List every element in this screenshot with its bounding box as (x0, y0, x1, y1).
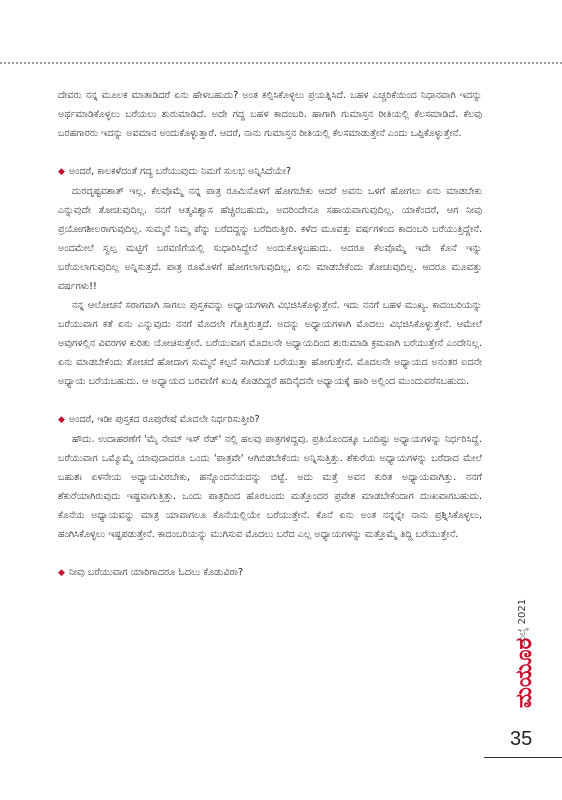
magazine-brand-text: ಮಯೂರ (512, 637, 537, 708)
diamond-bullet-icon: ◆ (58, 568, 65, 578)
answer-2-paragraph-1: ಹೌದು. ಉದಾಹರಣೆಗೆ 'ಮೈ ನೇಮ್ ಇಸ್ ರೆಡ್' ನಲ್ಲಿ ಹಲವು ಪಾತ್ರಗಳಿದ್ದವು. ಪ್ರತಿಯೊಂದಕ್ಕೂ ಒಂದಿಷ್ಟು ಅಧ್ಯಾಯಗಳನ್ನು ನಿರ್ಧರಿಸಿದ್ದೆ. ಬರೆಯುವಾಗ ಒಮ್ಮೊಮ್ಮೆ ಯಾವುದಾದರೂ ಒಂದು 'ಪಾತ್ರವೇ' ಆಗಿಬಿಡಬೇಕೆಂದು ಅನ್ನಿಸುತ್ತಿತ್ತು. ಶೆಕುರೆಯ ಅಧ್ಯಾಯಗಳನ್ನು ಬರೆದಾದ ಮೇಲೆ ಬಹುಶಃ ಏಳನೇಯ ಅಧ್ಯಾಯವಿರಬೇಕು, ಹನ್ನೊಂದನೆಯದನ್ನು ಬಿಟ್ಟೆ. ಅದು ಮತ್ತೆ ಅವನ ಕುರಿತ ಅಧ್ಯಾಯವಾಗಿತ್ತು. ನನಗೆ ಶೆಕುರೆಯಾಗಿರುವುದು ಇಷ್ಟವಾಗುತ್ತಿತ್ತು. ಒಂದು ಪಾತ್ರದಿಂದ ಹೊರಬಂದು ಮತ್ತೊಂದರ ಪ್ರವೇಶ ಮಾಡಬೇಕೆಂದಾಗ ದುಃಖವಾಗಬಹುದು. ಕೊನೆಯ ಅಧ್ಯಾಯವನ್ನು ಮಾತ್ರ ಯಾವಾಗಲೂ ಕೊನೆಯಲ್ಲಿಯೇ ಬರೆಯುತ್ತೇನೆ. ಕೊನೆ ಏನು ಅಂತ ನನ್ನನ್ನೇ ನಾನು ಪ್ರಶ್ನಿಸಿಕೊಳ್ಳಲು, ಹಂಗಿಸಿಕೊಳ್ಳಲು ಇಷ್ಟಪಡುತ್ತೇನೆ. ಕಾದಂಬರಿಯನ್ನು ಮುಗಿಸುವ ಮೊದಲು ಬರೆದ ಎಲ್ಲ ಅಧ್ಯಾಯಗಳನ್ನು ಮತ್ತೊಮ್ಮೆ ತಿದ್ದಿ ಬರೆಯುತ್ತೇನೆ. (58, 434, 482, 540)
question-1 (58, 162, 482, 182)
top-dotted-rule (0, 62, 562, 64)
diamond-bullet-icon: ◆ (58, 415, 65, 425)
answer-1-paragraph-2: ನನ್ನ ಆಲೋಚನೆ ಸರಾಗವಾಗಿ ಸಾಗಲು ಪುಸ್ತಕವನ್ನು ಅಧ್ಯಾಯಗಳಾಗಿ ವಿಭಜಿಸಿಕೊಳ್ಳುತ್ತೇನೆ. ಇದು ನನಗೆ ಬಹಳ ಮುಖ್ಯ. ಕಾದಂಬರಿಯನ್ನು ಬರೆಯುವಾಗ ಕತೆ ಏನು ಎನ್ನುವುದು ನನಗೆ ಮೊದಲೇ ಗೊತ್ತಿರುತ್ತದೆ. ಅದನ್ನು ಅಧ್ಯಾಯಗಳಾಗಿ ಮೊದಲು ವಿಭಜಿಸಿಕೊಳ್ಳುತ್ತೇನೆ. ಆಮೇಲೆ ಅವುಗಳಲ್ಲಿನ ವಿವರಗಳ ಕುರಿತು ಯೋಚಿಸುತ್ತೇನೆ. ಬರೆಯುವಾಗ ಮೊದಲನೇ ಅಧ್ಯಾಯದಿಂದ ಶುರುಮಾಡಿ ಕ್ರಮವಾಗಿ ಬರೆಯುತ್ತೇನೆ ಎಂದೇನಿಲ್ಲ. ಏನು ಮಾಡಬೇಕೆಂದು ತೋಚದೆ ಹೋದಾಗ ಸುಮ್ಮನೆ ಕಲ್ಪನೆ ಸಾಗಿದಂತೆ ಬರೆಯುತ್ತಾ ಹೋಗುತ್ತೇನೆ. ಮೊದಲನೇ ಅಧ್ಯಾಯದ ಅನಂತರ ಐದನೇ ಅಧ್ಯಾಯ ಬರೆಯಬಹುದು. ಆ ಅಧ್ಯಾಯದ ಬರವಣಿಗೆ ಖುಷಿ ಕೊಡದಿದ್ದರೆ ಹದಿನೈದನೇ ಅಧ್ಯಾಯಕ್ಕೆ ಹಾರಿ ಅಲ್ಲಿಂದ ಮುಂದುವರೆಸಬಹುದು. (58, 300, 482, 387)
question-2-text: ಅಂದರೆ, ಇಡೀ ಪುಸ್ತಕದ ರೂಪುರೇಷೆ ಮೊದಲೇ ನಿರ್ಧರಿಸುತ್ತೀರಿ? (68, 414, 260, 425)
question-2 (58, 410, 482, 430)
intro-paragraph: ದೇವರು ನನ್ನ ಮೂಲಕ ಮಾತಾಡಿದರೆ ಏನು ಹೇಳಬಹುದು? ಅಂತ ಕಲ್ಪಿಸಿಕೊಳ್ಳಲು ಪ್ರಯತ್ನಿಸಿದೆ. ಬಹಳ ಎಚ್ಚರಿಕೆಯಿಂದ ನಿಧಾನವಾಗಿ ಇದನ್ನು ಅರ್ಥಮಾಡಿಕೊಳ್ಳಲು ಬರೆಯಲು ಶುರುಮಾಡಿದೆ. ಅದೇ ಗದ್ದ ಬಹಳ ಕಾದಂಬರಿ. ಹಾಗಾಗಿ ಗುಮಾಸ್ತನ ರೀತಿಯಲ್ಲಿ ಕೆಲಸಮಾಡಿದೆ. ಕೆಲವು ಬರಹಗಾರರು ಇದನ್ನು ಅವಮಾನ ಅಂದುಕೊಳ್ಳುತ್ತಾರೆ. ಆದರೆ, ನಾನು ಗುಮಾಸ್ತನ ರೀತಿಯಲ್ಲಿ ಕೆಲಸಮಾಡುತ್ತೇನೆ ಎಂದು ಒಪ್ಪಿಕೊಳ್ಳುತ್ತೇನೆ. (58, 90, 482, 139)
answer-1-paragraph-1: ದುರದೃಷ್ಟವಶಾತ್ ಇಲ್ಲ. ಕೆಲವೊಮ್ಮೆ ನನ್ನ ಪಾತ್ರ ರೂಮಿನೊಳಗೆ ಹೋಗಬೇಕು ಆದರೆ ಅವನು ಒಳಗೆ ಹೋಗಲು ಏನು ಮಾಡಬೇಕು ಎನ್ನುವುದೇ ತೋಚುವುದಿಲ್ಲ. ನನಗೆ ಆತ್ಮವಿಶ್ವಾಸ ಹೆಚ್ಚಿರಬಹುದು, ಅದರಿಂದೇನೂ ಸಹಾಯವಾಗುವುದಿಲ್ಲ. ಯಾಕೆಂದರೆ, ಆಗ ನೀವು ಪ್ರಯೋಗಶೀಲರಾಗುವುದಿಲ್ಲ. ಸುಮ್ಮನೆ ನಿಮ್ಮ ಪೆನ್ನು ಬರೆದದ್ದನ್ನು ಬರೆದಿರುತ್ತೀರಿ. ಕಳೆದ ಮೂವತ್ತು ವರ್ಷಗಳಿಂದ ಕಾದಂಬರಿ ಬರೆಯುತ್ತಿದ್ದೇನೆ. ಅಂದಮೇಲೆ ಸ್ವಲ್ಪ ಮಟ್ಟಿಗೆ ಬರವಣಿಗೆಯಲ್ಲಿ ಸುಧಾರಿಸಿದ್ದೇನೆ ಅಂದುಕೊಳ್ಳಬಹುದು. ಆದರೂ ಕೆಲವೊಮ್ಮೆ ಇದೇ ಕೊನೆ ಇನ್ನು ಬರೆಯಲಾಗುವುದಿಲ್ಲ ಅನ್ನಿಸುತ್ತದೆ. ಪಾತ್ರ ರೂಮೊಳಗೆ ಹೋಗಲಾಗುವುದಿಲ್ಲ, ಏನು ಮಾಡಬೇಕೆಂದು ತೋಚುವುದಿಲ್ಲ. ಆದರೂ ಮೂವತ್ತು ವರ್ಷಗಳು!! (58, 186, 482, 292)
magazine-brand (503, 618, 539, 710)
issue-date-text: ಜುಲೈ 2021 (517, 598, 528, 646)
question-3-text: ನೀವು ಬರೆಯುವಾಗ ಯಾರಿಗಾದರೂ ಓದಲು ಕೊಡುವಿರಾ? (68, 567, 244, 578)
page-number-rule (484, 757, 562, 758)
question-1-text: ಅಂದರೆ, ಕಾಲಕಳೆದಂತೆ ಗದ್ಯ ಬರೆಯುವುದು ನಿಮಗೆ ಸುಲಭ ಅನ್ನಿಸಿದೆಯೇ? (68, 166, 292, 177)
page-number: 35 (510, 728, 533, 750)
diamond-bullet-icon: ◆ (58, 167, 65, 177)
article-body (58, 86, 482, 583)
question-3 (58, 563, 482, 583)
